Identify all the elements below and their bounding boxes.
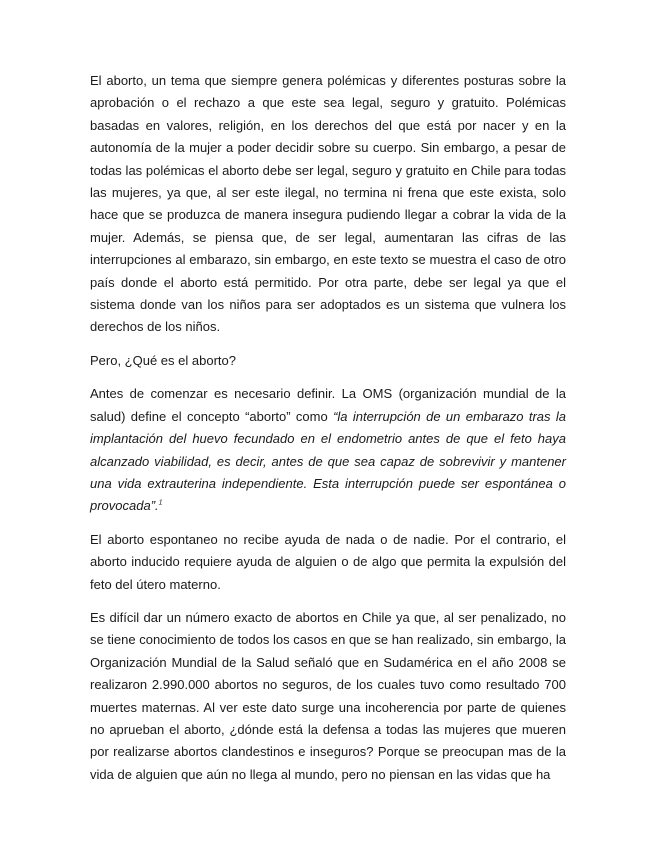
paragraph-spontaneous-abortion: El aborto espontaneo no recibe ayuda de nada o de nadie. Por el contrario, el aborto inducido requiere ayuda de alguien o de algo que permita la expulsión del feto del útero materno.	[90, 531, 566, 592]
paragraph-question: Pero, ¿Qué es el aborto?	[90, 352, 236, 368]
paragraph-introduction: El aborto, un tema que siempre genera polémicas y diferentes posturas sobre la aprobación o el rechazo a que este sea legal, seguro y gratuito. Polémicas basadas en valores, religión, en los derechos del que está por nacer y en la autonomía de la mujer a poder decidir sobre su cuerpo. Sin embargo, a pesar de todas las polémicas el aborto debe ser legal, seguro y gratuito en Chile para todas las mujeres, ya que, al ser este ilegal, no termina ni frena que este exista, solo hace que se produzca de manera insegura pudiendo llegar a cobrar la vida de la mujer. Además, se piensa que, de ser legal, aumentaran las cifras de las interrupciones al embarazo, sin embargo, en este texto se muestra el caso de otro país donde el aborto está permitido. Por otra parte, debe ser legal ya que el sistema donde van los niños para ser adoptados es un sistema que vulnera los derechos de los niños.	[90, 73, 566, 335]
document-page	[90, 70, 566, 797]
paragraph-definition	[90, 383, 566, 517]
definition-lead-text: Antes de comenzar es necesario definir. La OMS (organización mundial de la salud) define el concepto “aborto” como	[90, 386, 566, 424]
footnote-marker[interactable]: 1	[158, 499, 163, 507]
oms-quote: “la interrupción de un embarazo tras la implantación del huevo fecundado en el endometrio antes de que el feto haya alcanzado viabilidad, es decir, antes de que sea capaz de sobrevivir y mantener una vida extrauterina independiente. Esta interrupción puede ser espontánea o provocada”.	[90, 408, 566, 514]
paragraph-statistics: Es difícil dar un número exacto de abortos en Chile ya que, al ser penalizado, no se tiene conocimiento de todos los casos en que se han realizado, sin embargo, la Organización Mundial de la Salud señaló que en Sudamérica en el año 2008 se realizaron 2.990.000 abortos no seguros, de los cuales tuvo como resultado 700 muertes maternas. Al ver este dato surge una incoherencia por parte de quienes no aprueban el aborto, ¿dónde está la defensa a todas las mujeres que mueren por realizarse abortos clandestinos e inseguros? Porque se preocupan mas de la vida de alguien que aún no llega al mundo, pero no piensan en las vidas que ha	[90, 609, 566, 782]
